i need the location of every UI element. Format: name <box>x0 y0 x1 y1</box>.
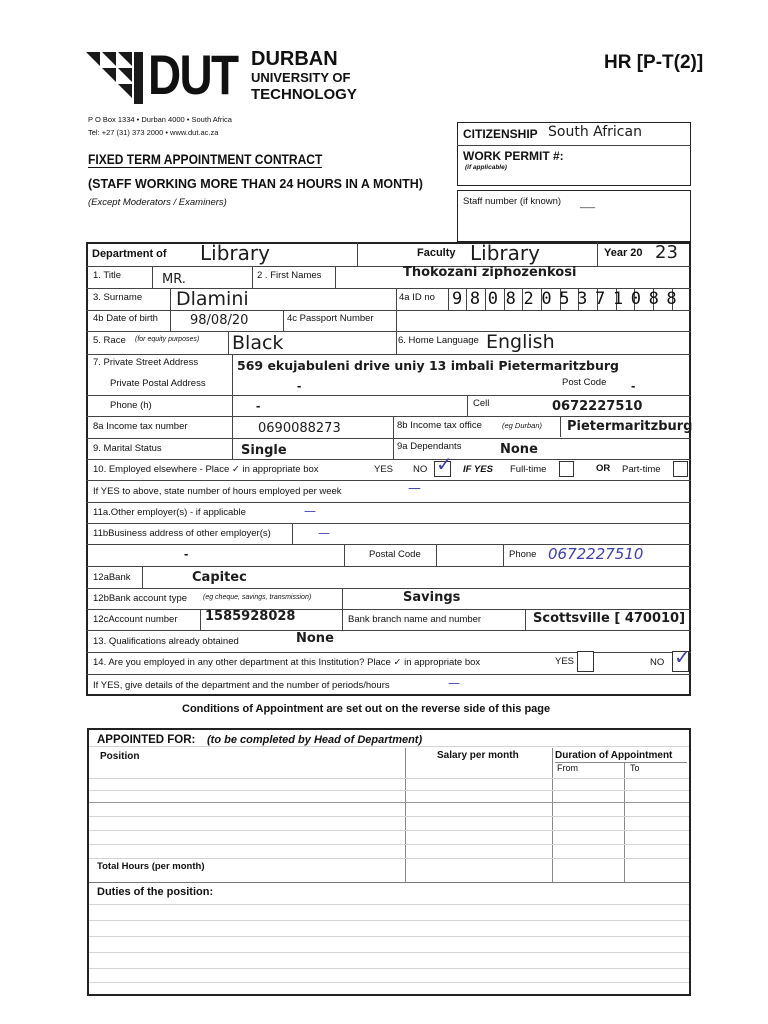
other-dept-no-label: NO <box>650 657 665 668</box>
dob-value[interactable]: 98/08/20 <box>190 313 249 328</box>
appointed-for-note: (to be completed by Head of Department) <box>207 734 423 746</box>
parttime-label: Part-time <box>622 464 661 475</box>
year-label: Year 20 <box>604 247 643 259</box>
phone-label: Phone (h) <box>110 400 152 411</box>
tax-office-note: (eg Durban) <box>502 421 543 430</box>
dut-logo-mark-icon <box>86 48 144 106</box>
dependants-value[interactable]: None <box>500 442 538 457</box>
first-names-value[interactable]: Thokozani ziphozenkosi <box>403 265 577 280</box>
cell-label: Cell <box>473 398 490 409</box>
address-line1: P O Box 1334 • Durban 4000 • South Africa <box>88 115 232 124</box>
marital-status-label: 9. Marital Status <box>93 443 162 454</box>
phone2-label: Phone <box>509 549 537 560</box>
department-label: Department of <box>92 248 167 260</box>
staff-number-value[interactable]: ___ <box>580 198 596 208</box>
fulltime-checkbox[interactable] <box>559 461 574 477</box>
id-value[interactable]: 9 8 0 8 2 0 5 3 7 1 0 8 8 <box>452 289 676 309</box>
home-language-value[interactable]: English <box>486 331 555 353</box>
race-value[interactable]: Black <box>232 332 284 354</box>
other-employer-value[interactable]: — <box>304 504 316 518</box>
qualifications-value[interactable]: None <box>296 631 334 646</box>
logo-line1: DURBAN <box>251 48 338 70</box>
from-header: From <box>557 763 578 773</box>
other-dept-label: 14. Are you employed in any other department at this Institution? Place ✓ in appropriate box <box>93 657 481 668</box>
form-subtitle: (STAFF WORKING MORE THAN 24 HOURS IN A MONTH) <box>88 177 423 191</box>
postal-address-value[interactable]: - <box>297 378 302 393</box>
logo-line2: UNIVERSITY OF <box>251 70 351 85</box>
work-permit-label: WORK PERMIT #: <box>463 149 564 163</box>
surname-label: 3. Surname <box>93 292 143 303</box>
account-number-value[interactable]: 1585928028 <box>205 609 296 624</box>
tax-office-label: 8b Income tax office <box>397 420 482 431</box>
form-title: FIXED TERM APPOINTMENT CONTRACT <box>88 151 323 167</box>
qualifications-label: 13. Qualifications already obtained <box>93 636 239 647</box>
salary-header: Salary per month <box>437 750 519 761</box>
race-note: (for equity purposes) <box>135 336 200 343</box>
parttime-checkbox[interactable] <box>673 461 688 477</box>
total-hours-label: Total Hours (per month) <box>97 861 205 872</box>
duties-label: Duties of the position: <box>97 886 214 898</box>
other-dept-checkmark-icon: ✓ <box>674 645 691 669</box>
work-permit-note: (if applicable) <box>465 164 507 171</box>
form-subnote: (Except Moderators / Examiners) <box>88 197 227 208</box>
business-address-value-2[interactable]: - <box>184 546 189 561</box>
phone-value[interactable]: - <box>256 398 261 413</box>
dob-label: 4b Date of birth <box>93 313 158 324</box>
bank-value[interactable]: Capitec <box>192 570 247 585</box>
tax-number-label: 8a Income tax number <box>93 421 188 432</box>
account-number-label: 12cAccount number <box>93 614 178 625</box>
branch-value[interactable]: Scottsville [ 470010] <box>533 611 686 626</box>
passport-label: 4c Passport Number <box>287 313 374 324</box>
employed-no-label: NO <box>413 464 428 475</box>
cell-value[interactable]: 0672227510 <box>552 399 643 414</box>
tax-number-value[interactable]: 0690088273 <box>258 421 341 436</box>
surname-value[interactable]: Dlamini <box>176 288 249 310</box>
or-label: OR <box>596 463 611 474</box>
faculty-value[interactable]: Library <box>470 241 540 265</box>
business-address-label: 11bBusiness address of other employer(s) <box>93 528 271 539</box>
citizenship-value[interactable]: South African <box>548 124 642 140</box>
street-address-label: 7. Private Street Address <box>93 357 199 368</box>
duration-header: Duration of Appointment <box>555 750 673 761</box>
year-value[interactable]: 23 <box>655 242 678 263</box>
staff-number-label: Staff number (if known) <box>463 196 562 207</box>
account-type-value[interactable]: Savings <box>403 590 461 605</box>
title-label: 1. Title <box>93 270 121 281</box>
bank-label: 12aBank <box>93 572 131 583</box>
post-code-value[interactable]: - <box>631 378 636 393</box>
logo-letters: DUT <box>148 43 238 106</box>
title-value[interactable]: MR. <box>162 272 186 287</box>
employed-elsewhere-label: 10. Employed elsewhere - Place ✓ in appropriate box <box>93 464 319 475</box>
employed-no-checkmark-icon: ✓ <box>436 452 453 476</box>
conditions-note: Conditions of Appointment are set out on the reverse side of this page <box>182 703 551 715</box>
address-line2: Tel: +27 (31) 373 2000 • www.dut.ac.za <box>88 128 219 137</box>
position-header: Position <box>100 751 140 762</box>
id-label: 4a ID no <box>399 292 435 303</box>
fulltime-label: Full-time <box>510 464 547 475</box>
branch-label: Bank branch name and number <box>348 614 482 625</box>
citizenship-label: CITIZENSHIP <box>463 127 538 141</box>
appointed-for-title: APPOINTED FOR: <box>97 734 196 746</box>
postal-code-label: Postal Code <box>369 549 421 560</box>
dut-logo <box>86 43 357 108</box>
postal-address-label: Private Postal Address <box>110 378 206 389</box>
phone2-value[interactable]: 0672227510 <box>548 545 644 563</box>
to-header: To <box>630 763 640 773</box>
first-names-label: 2 . First Names <box>257 270 322 281</box>
account-type-label: 12bBank account type <box>93 593 188 604</box>
if-yes-label: IF YES <box>463 464 493 475</box>
other-dept-details-label: If YES, give details of the department and the number of periods/hours <box>93 680 390 691</box>
other-dept-yes-checkbox[interactable] <box>577 651 594 672</box>
marital-status-value[interactable]: Single <box>241 443 287 458</box>
home-language-label: 6. Home Language <box>398 335 479 346</box>
business-address-value[interactable]: — <box>318 526 330 540</box>
other-dept-details-value[interactable]: — <box>448 676 460 690</box>
other-dept-yes-label: YES <box>555 656 575 667</box>
other-employer-label: 11a.Other employer(s) - if applicable <box>93 507 246 518</box>
department-value[interactable]: Library <box>200 241 270 265</box>
hours-value[interactable]: — <box>408 481 421 496</box>
logo-line3: TECHNOLOGY <box>251 86 357 103</box>
form-code: HR [P-T(2)] <box>604 52 704 73</box>
tax-office-value[interactable]: Pietermaritzburg <box>567 419 693 434</box>
hours-label: If YES to above, state number of hours employed per week <box>93 486 342 497</box>
account-type-note: (eg cheque, savings, transmission) <box>203 594 312 601</box>
dependants-label: 9a Dependants <box>397 441 462 452</box>
street-address-value[interactable]: 569 ekujabuleni drive uniy 13 imbali Pietermaritzburg <box>237 358 619 373</box>
employed-yes-label: YES <box>374 464 394 475</box>
post-code-label: Post Code <box>562 377 607 388</box>
faculty-label: Faculty <box>417 247 456 259</box>
race-label: 5. Race <box>93 335 126 346</box>
